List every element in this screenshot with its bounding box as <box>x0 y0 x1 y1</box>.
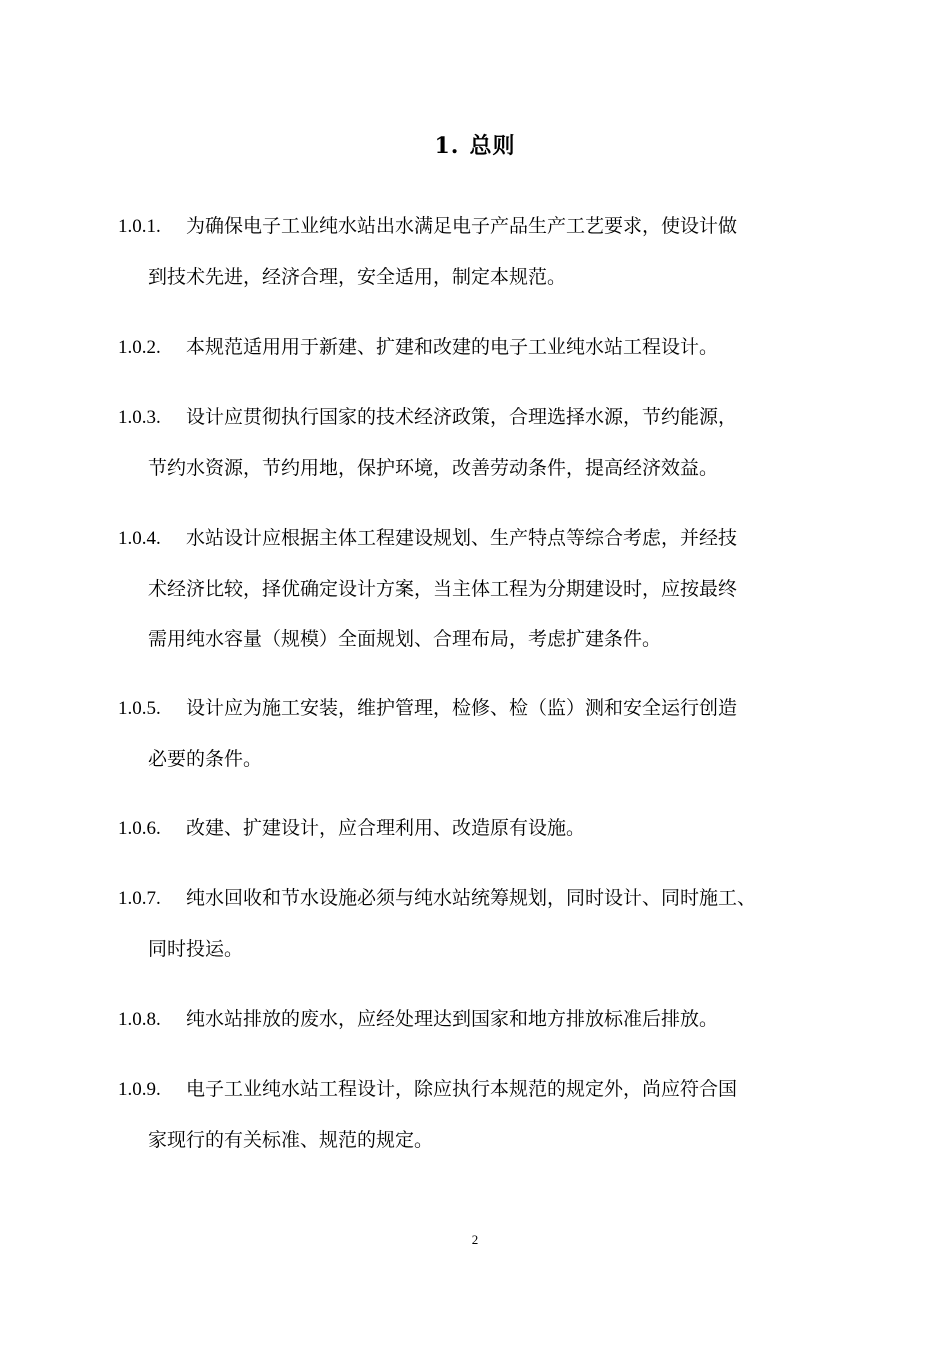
clause-number: 1.0.9. <box>118 1079 161 1100</box>
clause-line <box>118 201 834 252</box>
clause-text: 纯水回收和节水设施必须与纯水站统筹规划，同时设计、同时施工、 <box>186 887 757 909</box>
clause-1-0-2 <box>118 322 834 373</box>
clause-number: 1.0.7. <box>118 888 161 909</box>
clause-1-0-8 <box>118 994 834 1045</box>
clause-line <box>118 683 834 734</box>
clause-line <box>118 392 834 443</box>
clause-1-0-6 <box>118 803 834 854</box>
section-title: 总则 <box>469 133 516 159</box>
clause-line <box>118 1064 834 1115</box>
clause-line: 同时投运。 <box>148 938 244 960</box>
clause-number: 1.0.6. <box>118 818 161 839</box>
clause-line <box>118 803 834 854</box>
clause-line: 家现行的有关标准、规范的规定。 <box>148 1129 434 1151</box>
clause-text: 设计应为施工安装，维护管理，检修、检（监）测和安全运行创造 <box>186 697 738 719</box>
clause-number: 1.0.4. <box>118 528 161 549</box>
clause-line <box>118 873 834 924</box>
clause-text: 纯水站排放的废水，应经处理达到国家和地方排放标准后排放。 <box>186 1008 719 1030</box>
clause-1-0-1 <box>118 201 834 302</box>
clause-line: 必要的条件。 <box>148 748 263 770</box>
section-heading <box>0 126 950 166</box>
page-number: 2 <box>471 1232 479 1247</box>
clause-text: 电子工业纯水站工程设计，除应执行本规范的规定外，尚应符合国 <box>186 1078 738 1100</box>
clause-1-0-7 <box>118 873 834 974</box>
clause-text: 改建、扩建设计，应合理利用、改造原有设施。 <box>186 817 586 839</box>
clause-number: 1.0.1. <box>118 216 161 237</box>
clause-number: 1.0.2. <box>118 337 161 358</box>
clause-text: 本规范适用用于新建、扩建和改建的电子工业纯水站工程设计。 <box>186 336 719 358</box>
clause-1-0-9 <box>118 1064 834 1165</box>
clause-number: 1.0.8. <box>118 1009 161 1030</box>
clause-line <box>118 513 834 564</box>
clause-line: 需用纯水容量（规模）全面规划、合理布局，考虑扩建条件。 <box>148 628 662 650</box>
clause-number: 1.0.5. <box>118 698 161 719</box>
clause-1-0-4 <box>118 513 834 664</box>
clause-line: 节约水资源，节约用地，保护环境，改善劳动条件，提高经济效益。 <box>148 457 719 479</box>
clause-line: 术经济比较，择优确定设计方案，当主体工程为分期建设时，应按最终 <box>148 578 738 600</box>
clause-text: 设计应贯彻执行国家的技术经济政策，合理选择水源，节约能源， <box>186 406 738 428</box>
clause-number: 1.0.3. <box>118 407 161 428</box>
section-number: 1. <box>434 133 460 159</box>
clause-1-0-5 <box>118 683 834 784</box>
clause-line <box>118 994 834 1045</box>
clause-line <box>118 322 834 373</box>
clause-1-0-3 <box>118 392 834 493</box>
clause-text: 为确保电子工业纯水站出水满足电子产品生产工艺要求，使设计做 <box>186 215 738 237</box>
clause-line: 到技术先进，经济合理，安全适用，制定本规范。 <box>148 266 567 288</box>
clause-text: 水站设计应根据主体工程建设规划、生产特点等综合考虑，并经技 <box>186 527 738 549</box>
